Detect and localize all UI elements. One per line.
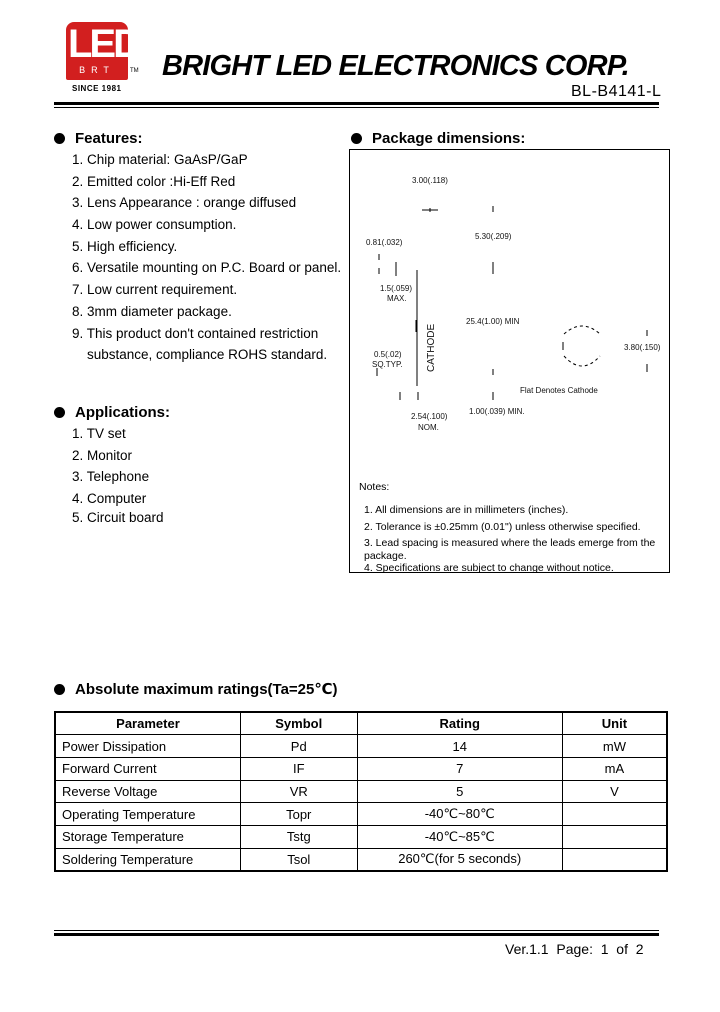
note-item: 3. Lead spacing is measured where the leads emerge from the package. xyxy=(364,537,656,562)
list-item: 3. Telephone xyxy=(72,469,150,484)
list-item: 7. Low current requirement. xyxy=(72,282,238,298)
symbol-cell: IF xyxy=(240,757,357,780)
dim-label: MAX. xyxy=(387,294,407,303)
package-heading: Package dimensions: xyxy=(351,130,525,147)
param-cell: Operating Temperature xyxy=(55,803,240,826)
param-cell: Power Dissipation xyxy=(55,735,240,758)
column-header: Symbol xyxy=(240,712,357,735)
footer-rule-thick xyxy=(54,933,659,936)
bullet-icon xyxy=(54,407,65,418)
table-row xyxy=(55,825,667,848)
note-item: 1. All dimensions are in millimeters (inches). xyxy=(364,504,569,516)
header-rule-thin xyxy=(54,107,659,108)
rating-cell: 14 xyxy=(357,735,562,758)
dim-label: 2.54(.100) xyxy=(411,412,448,421)
dim-label: 0.81(.032) xyxy=(366,238,403,247)
table-row xyxy=(55,735,667,758)
since-label: SINCE 1981 xyxy=(72,84,122,93)
logo-subtext: BRT xyxy=(79,65,115,75)
table-header-row xyxy=(55,712,667,735)
features-list xyxy=(72,152,341,369)
column-header: Unit xyxy=(562,712,667,735)
list-item: 1. TV set xyxy=(72,426,126,441)
ratings-heading: Absolute maximum ratings(Ta=25℃) xyxy=(54,680,338,698)
company-name: BRIGHT LED ELECTRONICS CORP. xyxy=(162,50,629,82)
rating-cell: -40℃~85℃ xyxy=(357,825,562,848)
list-item: 4. Computer xyxy=(72,490,147,506)
list-item: 2. Monitor xyxy=(72,447,133,463)
unit-cell: mW xyxy=(562,735,667,758)
trademark-mark: TM xyxy=(130,68,139,74)
param-cell: Storage Temperature xyxy=(55,825,240,848)
symbol-cell: Tsol xyxy=(240,848,357,871)
list-item: 1. Chip material: GaAsP/GaP xyxy=(72,152,248,167)
list-item: 9. This product don't contained restriction xyxy=(72,325,319,341)
dim-label: 3.80(.150) xyxy=(624,343,661,352)
list-item: 8. 3mm diameter package. xyxy=(72,303,232,319)
dim-label: 1.5(.059) xyxy=(380,284,413,293)
list-item: 6. Versatile mounting on P.C. Board or panel. xyxy=(72,260,342,276)
dim-label: SQ.TYP. xyxy=(372,360,403,369)
unit-cell xyxy=(562,803,667,826)
dim-label: 0.5(.02) xyxy=(374,350,402,359)
list-item: 4. Low power consumption. xyxy=(72,217,237,233)
column-header: Rating xyxy=(357,712,562,735)
list-item: substance, compliance ROHS standard. xyxy=(72,347,328,363)
list-item: 3. Lens Appearance : orange diffused xyxy=(72,195,297,211)
bullet-icon xyxy=(351,133,362,144)
dim-label: 5.30(.209) xyxy=(475,232,512,241)
note-item: 2. Tolerance is ±0.25mm (0.01") unless otherwise specified. xyxy=(364,520,641,533)
page-footer: Ver.1.1 Page: 1 of 2 xyxy=(505,941,644,957)
cathode-label: CATHODE xyxy=(426,323,437,372)
note-item: 4. Specifications are subject to change without notice. xyxy=(364,562,614,573)
dim-label: 1.00(.039) MIN. xyxy=(469,407,525,416)
rating-cell: 260℃(for 5 seconds) xyxy=(357,848,562,871)
notes-title: Notes: xyxy=(359,481,390,493)
package-drawing-panel xyxy=(349,149,670,573)
package-drawing xyxy=(350,150,670,470)
ratings-table xyxy=(54,711,668,872)
rating-cell: -40℃~80℃ xyxy=(357,803,562,826)
dim-label: Flat Denotes Cathode xyxy=(520,386,598,395)
applications-heading: Applications: xyxy=(54,404,170,421)
rating-cell: 7 xyxy=(357,757,562,780)
param-cell: Forward Current xyxy=(55,757,240,780)
column-header: Parameter xyxy=(55,712,240,735)
features-heading: Features: xyxy=(54,130,143,147)
unit-cell xyxy=(562,848,667,871)
dim-label: 25.4(1.00) MIN xyxy=(466,317,520,326)
header-rule-thick xyxy=(54,102,659,105)
dim-label: NOM. xyxy=(418,423,439,432)
table-row xyxy=(55,803,667,826)
unit-cell: mA xyxy=(562,757,667,780)
bullet-icon xyxy=(54,133,65,144)
table-row xyxy=(55,848,667,871)
symbol-cell: Pd xyxy=(240,735,357,758)
unit-cell xyxy=(562,825,667,848)
param-cell: Reverse Voltage xyxy=(55,780,240,803)
dim-label: 3.00(.118) xyxy=(412,176,448,185)
logo-text: LED xyxy=(68,22,139,66)
list-item: 5. Circuit board xyxy=(72,509,164,525)
footer-rule-thin xyxy=(54,930,659,931)
table-row xyxy=(55,757,667,780)
symbol-cell: Topr xyxy=(240,803,357,826)
bullet-icon xyxy=(54,684,65,695)
list-item: 5. High efficiency. xyxy=(72,238,178,254)
notes-list xyxy=(364,504,664,573)
part-number: BL-B4141-L xyxy=(571,83,662,100)
symbol-cell: Tstg xyxy=(240,825,357,848)
applications-list xyxy=(72,426,164,531)
list-item: 2. Emitted color :Hi-Eff Red xyxy=(72,173,236,189)
param-cell: Soldering Temperature xyxy=(55,848,240,871)
unit-cell: V xyxy=(562,780,667,803)
table-row xyxy=(55,780,667,803)
symbol-cell: VR xyxy=(240,780,357,803)
rating-cell: 5 xyxy=(357,780,562,803)
